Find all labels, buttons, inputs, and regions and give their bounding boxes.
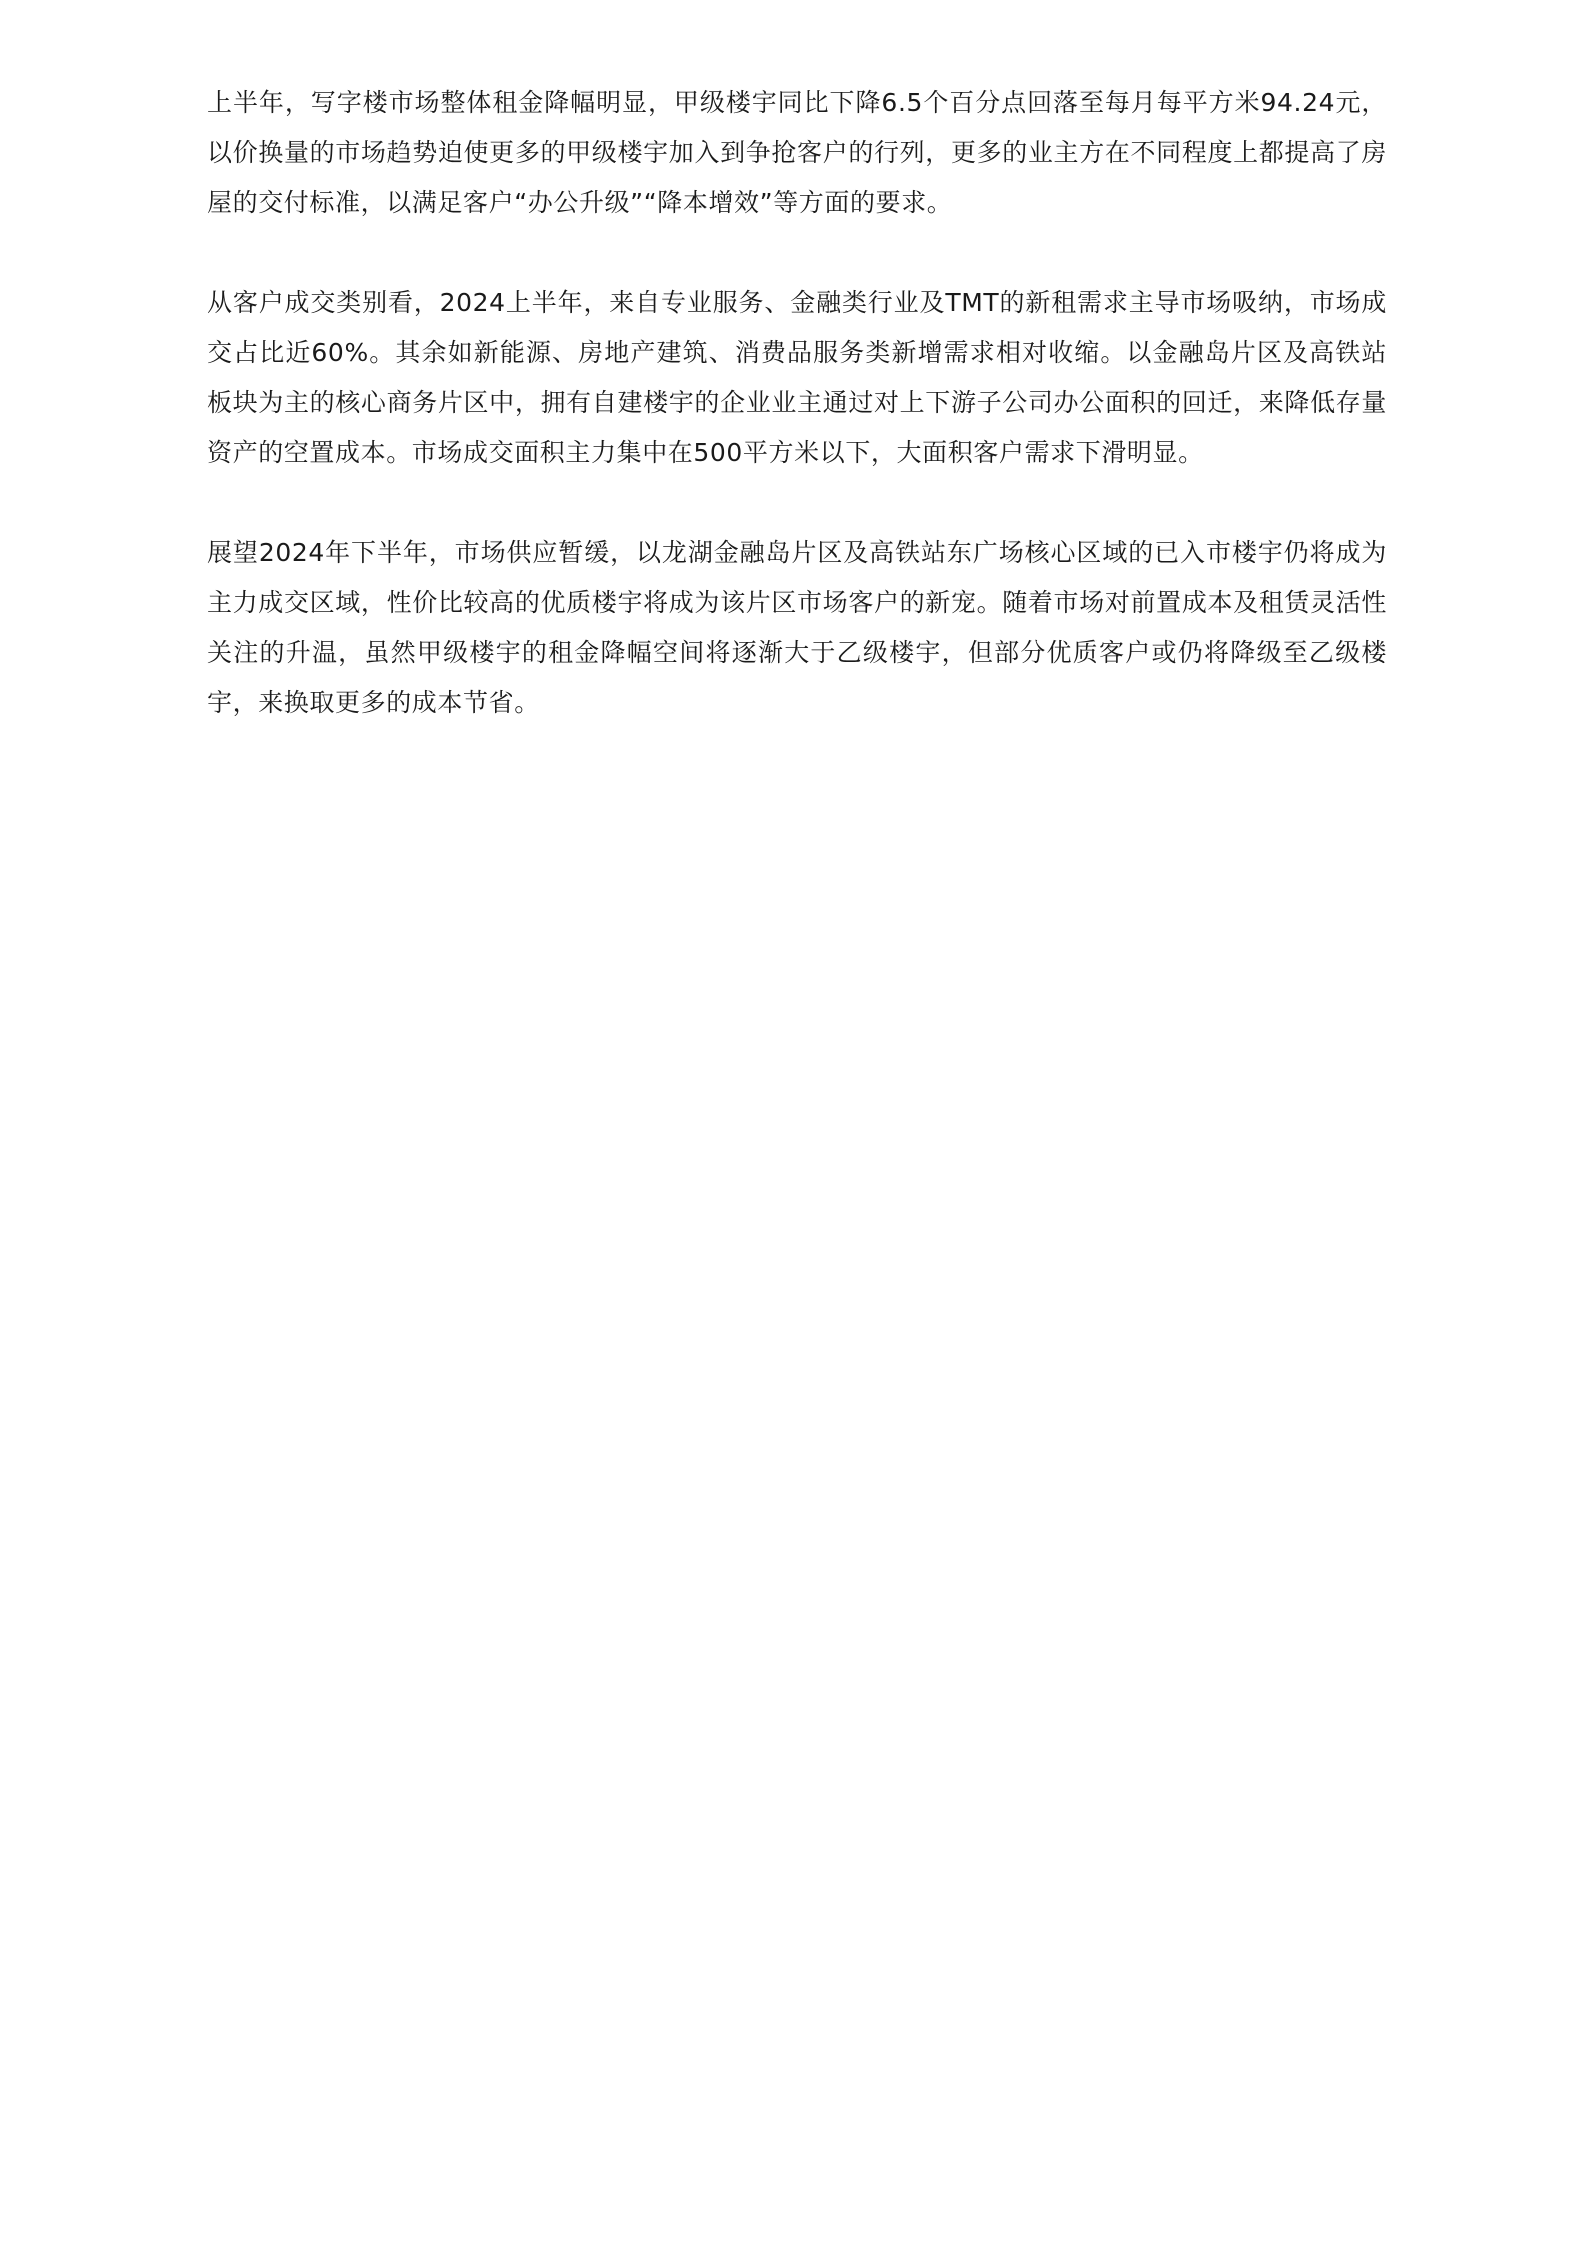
paragraph-outlook: 展望2024年下半年，市场供应暂缓，以龙湖金融岛片区及高铁站东广场核心区域的已入市楼宇仍将成为主力成交区域，性价比较高的优质楼宇将成为该片区市场客户的新宠。随着市场对前置成本及租赁灵活性关注的升温，虽然甲级楼宇的租金降幅空间将逐渐大于乙级楼宇，但部分优质客户或仍将降级至乙级楼宇，来换取更多的成本节省。 <box>207 538 1387 717</box>
paragraph-rent-trend: 上半年，写字楼市场整体租金降幅明显，甲级楼宇同比下降6.5个百分点回落至每月每平方米94.24元，以价换量的市场趋势迫使更多的甲级楼宇加入到争抢客户的行列，更多的业主方在不同程度上都提高了房屋的交付标准，以满足客户“办公升级”“降本增效”等方面的要求。 <box>207 88 1387 217</box>
paragraph-client-transactions: 从客户成交类别看，2024上半年，来自专业服务、金融类行业及TMT的新租需求主导市场吸纳，市场成交占比近60%。其余如新能源、房地产建筑、消费品服务类新增需求相对收缩。以金融岛片区及高铁站板块为主的核心商务片区中，拥有自建楼宇的企业业主通过对上下游子公司办公面积的回迁，来降低存量资产的空置成本。市场成交面积主力集中在500平方米以下，大面积客户需求下滑明显。 <box>207 288 1387 467</box>
document-body <box>207 78 1387 778</box>
